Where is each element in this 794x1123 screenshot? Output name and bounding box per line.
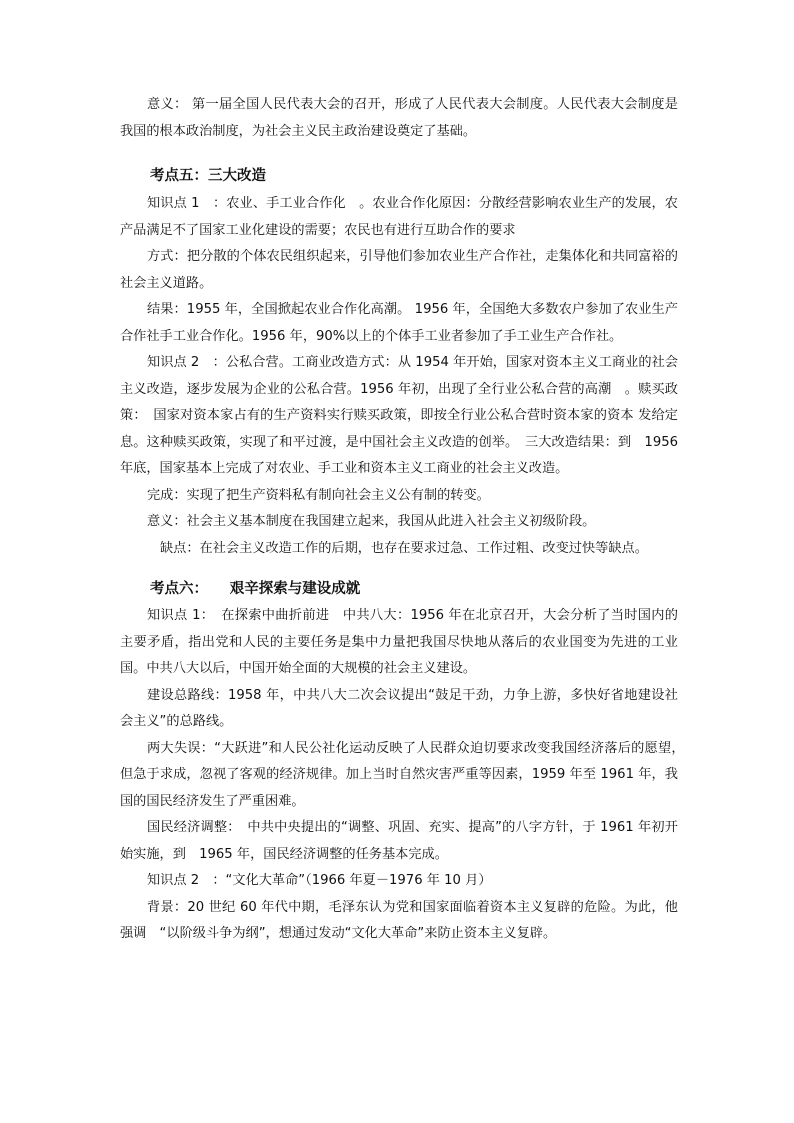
section5-paragraph-5: 完成：实现了把生产资料私有制向社会主义公有制的转变。 bbox=[147, 487, 490, 503]
section5-heading: 考点五：三大改造 bbox=[150, 168, 266, 184]
section5-paragraph-2: 方式：把分散的个体农民组织起来，引导他们参加农业生产合作社，走集体化和共同富裕的社会主义道路。 bbox=[120, 249, 678, 291]
section5-paragraph-4: 知识点 2 ：公私合营。工商业改造方式：从 1954 年开始，国家对资本主义工商业的社会主义改造，逐步发展为企业的公私合营。1956 年初，出现了全行业公私合营的高潮 。赎买政策： 国家对资本家占有的生产资料实行赎买政策，即按全行业公私合营时资本家的资本 发给定息。这种赎买政策，实现了和平过渡，是中国社会主义改造的创举。 三大改造结果：到 1956 年底，国家基本上完成了对农业、手工业和资本主义工商业的社会主义改造。 bbox=[120, 355, 678, 476]
section6-paragraph-1: 知识点 1： 在探索中曲折前进 中共八大：1956 年在北京召开，大会分析了当时国内的主要矛盾，指出党和人民的主要任务是集中力量把我国尽快地从落后的农业国变为先进的工业国。中共八大以后，中国开始全面的大规模的社会主义建设。 bbox=[120, 608, 678, 676]
section6-paragraph-5: 知识点 2 ：“文化大革命”（1966 年夏－1976 年 10 月） bbox=[147, 873, 492, 888]
section6-paragraph-6: 背景：20 世纪 60 年代中期，毛泽东认为党和国家面临着资本主义复辟的危险。为此，他强调 “以阶级斗争为纲”，想通过发动“文化大革命”来防止资本主义复辟。 bbox=[120, 899, 678, 941]
section6-paragraph-4: 国民经济调整： 中共中央提出的“调整、巩固、充实、提高”的八字方针，于 1961 年初开始实施，到 1965 年，国民经济调整的任务基本完成。 bbox=[120, 820, 678, 862]
section6-heading: 考点六： 艰辛探索与建设成就 bbox=[150, 581, 361, 597]
section6-paragraph-3: 两大失误：“大跃进”和人民公社化运动反映了人民群众迫切要求改变我国经济落后的愿望， 但急于求成，忽视了客观的经济规律。加上当时自然灾害严重等因素，1959 年至 1961 年，我国的国民经济发生了严重困难。 bbox=[120, 740, 692, 809]
paragraph-significance-npc: 意义： 第一届全国人民代表大会的召开，形成了人民代表大会制度。人民代表大会制度是我国的根本政治制度，为社会主义民主政治建设奠定了基础。 bbox=[120, 97, 678, 139]
document-body bbox=[120, 92, 692, 948]
section5-paragraph-3: 结果：1955 年，全国掀起农业合作化高潮。 1956 年，全国绝大多数农户参加了农业生产合作社手工业合作化。1956 年，90%以上的个体手工业者参加了手工业生产合作社。 bbox=[120, 302, 678, 344]
section6-paragraph-2: 建设总路线：1958 年，中共八大二次会议提出“鼓足干劲，力争上游，多快好省地建设社会主义”的总路线。 bbox=[120, 687, 678, 729]
section5-paragraph-1: 知识点 1 ：农业、手工业合作化 。农业合作化原因：分散经营影响农业生产的发展，农产品满足不了国家工业化建设的需要；农民也有进行互助合作的要求 bbox=[120, 196, 678, 238]
section5-paragraph-7: 缺点：在社会主义改造工作的后期，也存在要求过急、工作过粗、改变过快等缺点。 bbox=[160, 540, 648, 556]
section5-paragraph-6: 意义：社会主义基本制度在我国建立起来，我国从此进入社会主义初级阶段。 bbox=[147, 514, 596, 529]
